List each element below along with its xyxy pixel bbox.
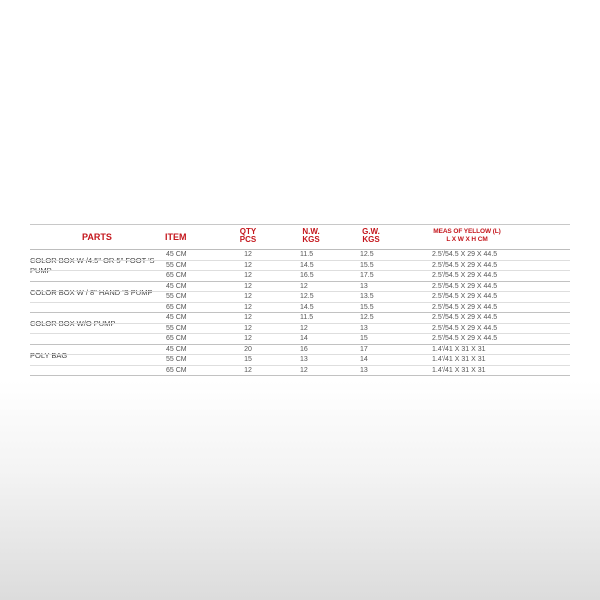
cell-net-weight: 14.5 xyxy=(300,261,314,269)
cell-item: 55 CM xyxy=(166,293,187,300)
cell-item: 55 CM xyxy=(166,261,187,269)
header-qty-line1: QTY xyxy=(239,227,257,236)
header-nw-line2: KGS xyxy=(302,235,320,244)
table-row xyxy=(30,313,570,324)
cell-item: 65 CM xyxy=(166,366,187,374)
header-nw-line1: N.W. xyxy=(302,227,320,236)
table-row xyxy=(30,324,570,335)
table-row xyxy=(30,261,570,272)
header-item: ITEM xyxy=(165,232,187,242)
table-row xyxy=(30,334,570,344)
cell-qty: 12 xyxy=(244,272,252,279)
cell-measurement: 2.5'/54.5 X 29 X 44.5 xyxy=(432,324,498,332)
cell-item: 65 CM xyxy=(166,335,187,342)
cell-measurement: 2.5'/54.5 X 29 X 44.5 xyxy=(432,303,498,311)
table-row xyxy=(30,345,570,356)
cell-measurement: 2.5'/54.5 X 29 X 44.5 xyxy=(432,282,498,290)
parts-group xyxy=(30,313,570,344)
header-meas-line2: L X W X H CM xyxy=(446,236,488,243)
cell-measurement: 2.5'/54.5 X 29 X 44.5 xyxy=(432,272,498,279)
cell-net-weight: 16 xyxy=(300,345,308,353)
table-row xyxy=(30,250,570,261)
cell-gross-weight: 15 xyxy=(360,335,368,342)
cell-qty: 12 xyxy=(244,282,252,290)
cell-gross-weight: 13 xyxy=(360,324,368,332)
cell-net-weight: 12 xyxy=(300,366,308,374)
table-row xyxy=(30,271,570,281)
cell-qty: 12 xyxy=(244,303,252,311)
parts-group xyxy=(30,250,570,281)
table-row xyxy=(30,282,570,293)
header-qty xyxy=(235,228,261,244)
cell-net-weight: 13 xyxy=(300,356,308,363)
header-gross-weight xyxy=(356,228,386,244)
cell-qty: 12 xyxy=(244,324,252,332)
group-label: POLY BAG xyxy=(30,350,68,360)
table-body xyxy=(30,250,570,376)
cell-gross-weight: 13.5 xyxy=(360,293,374,300)
header-gw-line2: KGS xyxy=(362,235,380,244)
cell-qty: 12 xyxy=(244,366,252,374)
cell-gross-weight: 13 xyxy=(360,282,368,290)
header-meas-line1: MEAS OF YELLOW (L) xyxy=(433,228,501,235)
cell-measurement: 1.4'/41 X 31 X 31 xyxy=(432,345,486,353)
packing-spec-table xyxy=(30,224,570,376)
cell-net-weight: 11.5 xyxy=(300,314,314,321)
header-measurement xyxy=(422,228,512,244)
cell-qty: 20 xyxy=(244,345,252,353)
cell-net-weight: 14.5 xyxy=(300,303,314,311)
table-header xyxy=(30,225,570,249)
cell-item: 45 CM xyxy=(166,345,187,353)
cell-gross-weight: 14 xyxy=(360,356,368,363)
cell-net-weight: 12.5 xyxy=(300,293,314,300)
header-qty-line2: PCS xyxy=(239,235,257,244)
cell-gross-weight: 13 xyxy=(360,366,368,374)
cell-gross-weight: 17 xyxy=(360,345,368,353)
cell-measurement: 2.5'/54.5 X 29 X 44.5 xyxy=(432,314,498,321)
table-row xyxy=(30,355,570,366)
cell-measurement: 1.4'/41 X 31 X 31 xyxy=(432,356,486,363)
cell-item: 55 CM xyxy=(166,324,187,332)
cell-qty: 12 xyxy=(244,335,252,342)
cell-net-weight: 16.5 xyxy=(300,272,314,279)
cell-measurement: 2.5'/54.5 X 29 X 44.5 xyxy=(432,293,498,300)
table-row xyxy=(30,303,570,313)
cell-item: 45 CM xyxy=(166,314,187,321)
group-label: COLOR BOX W /4.5" OR 5" FOOT 'S PUMP xyxy=(30,256,155,275)
cell-gross-weight: 15.5 xyxy=(360,261,374,269)
table-row xyxy=(30,366,570,376)
cell-net-weight: 11.5 xyxy=(300,251,314,258)
cell-item: 45 CM xyxy=(166,282,187,290)
group-label: COLOR BOX W / 8" HAND 'S PUMP xyxy=(30,287,153,297)
cell-gross-weight: 12.5 xyxy=(360,314,374,321)
group-label: COLOR BOX W/O PUMP xyxy=(30,319,116,328)
cell-measurement: 1.4'/41 X 31 X 31 xyxy=(432,366,486,374)
cell-qty: 12 xyxy=(244,293,252,300)
header-gw-line1: G.W. xyxy=(362,227,380,236)
cell-item: 65 CM xyxy=(166,303,187,311)
cell-gross-weight: 15.5 xyxy=(360,303,374,311)
cell-qty: 15 xyxy=(244,356,252,363)
cell-qty: 12 xyxy=(244,251,252,258)
header-net-weight xyxy=(296,228,326,244)
cell-measurement: 2.5'/54.5 X 29 X 44.5 xyxy=(432,261,498,269)
cell-measurement: 2.5'/54.5 X 29 X 44.5 xyxy=(432,335,498,342)
parts-group xyxy=(30,345,570,376)
cell-net-weight: 12 xyxy=(300,282,308,290)
parts-group xyxy=(30,282,570,313)
header-parts: PARTS xyxy=(82,232,112,242)
cell-gross-weight: 17.5 xyxy=(360,272,374,279)
cell-qty: 12 xyxy=(244,314,252,321)
cell-item: 55 CM xyxy=(166,356,187,363)
group-divider xyxy=(30,375,570,376)
cell-qty: 12 xyxy=(244,261,252,269)
cell-net-weight: 12 xyxy=(300,324,308,332)
cell-net-weight: 14 xyxy=(300,335,308,342)
cell-measurement: 2.5'/54.5 X 29 X 44.5 xyxy=(432,251,498,258)
cell-gross-weight: 12.5 xyxy=(360,251,374,258)
cell-item: 65 CM xyxy=(166,272,187,279)
cell-item: 45 CM xyxy=(166,251,187,258)
table-row xyxy=(30,292,570,303)
